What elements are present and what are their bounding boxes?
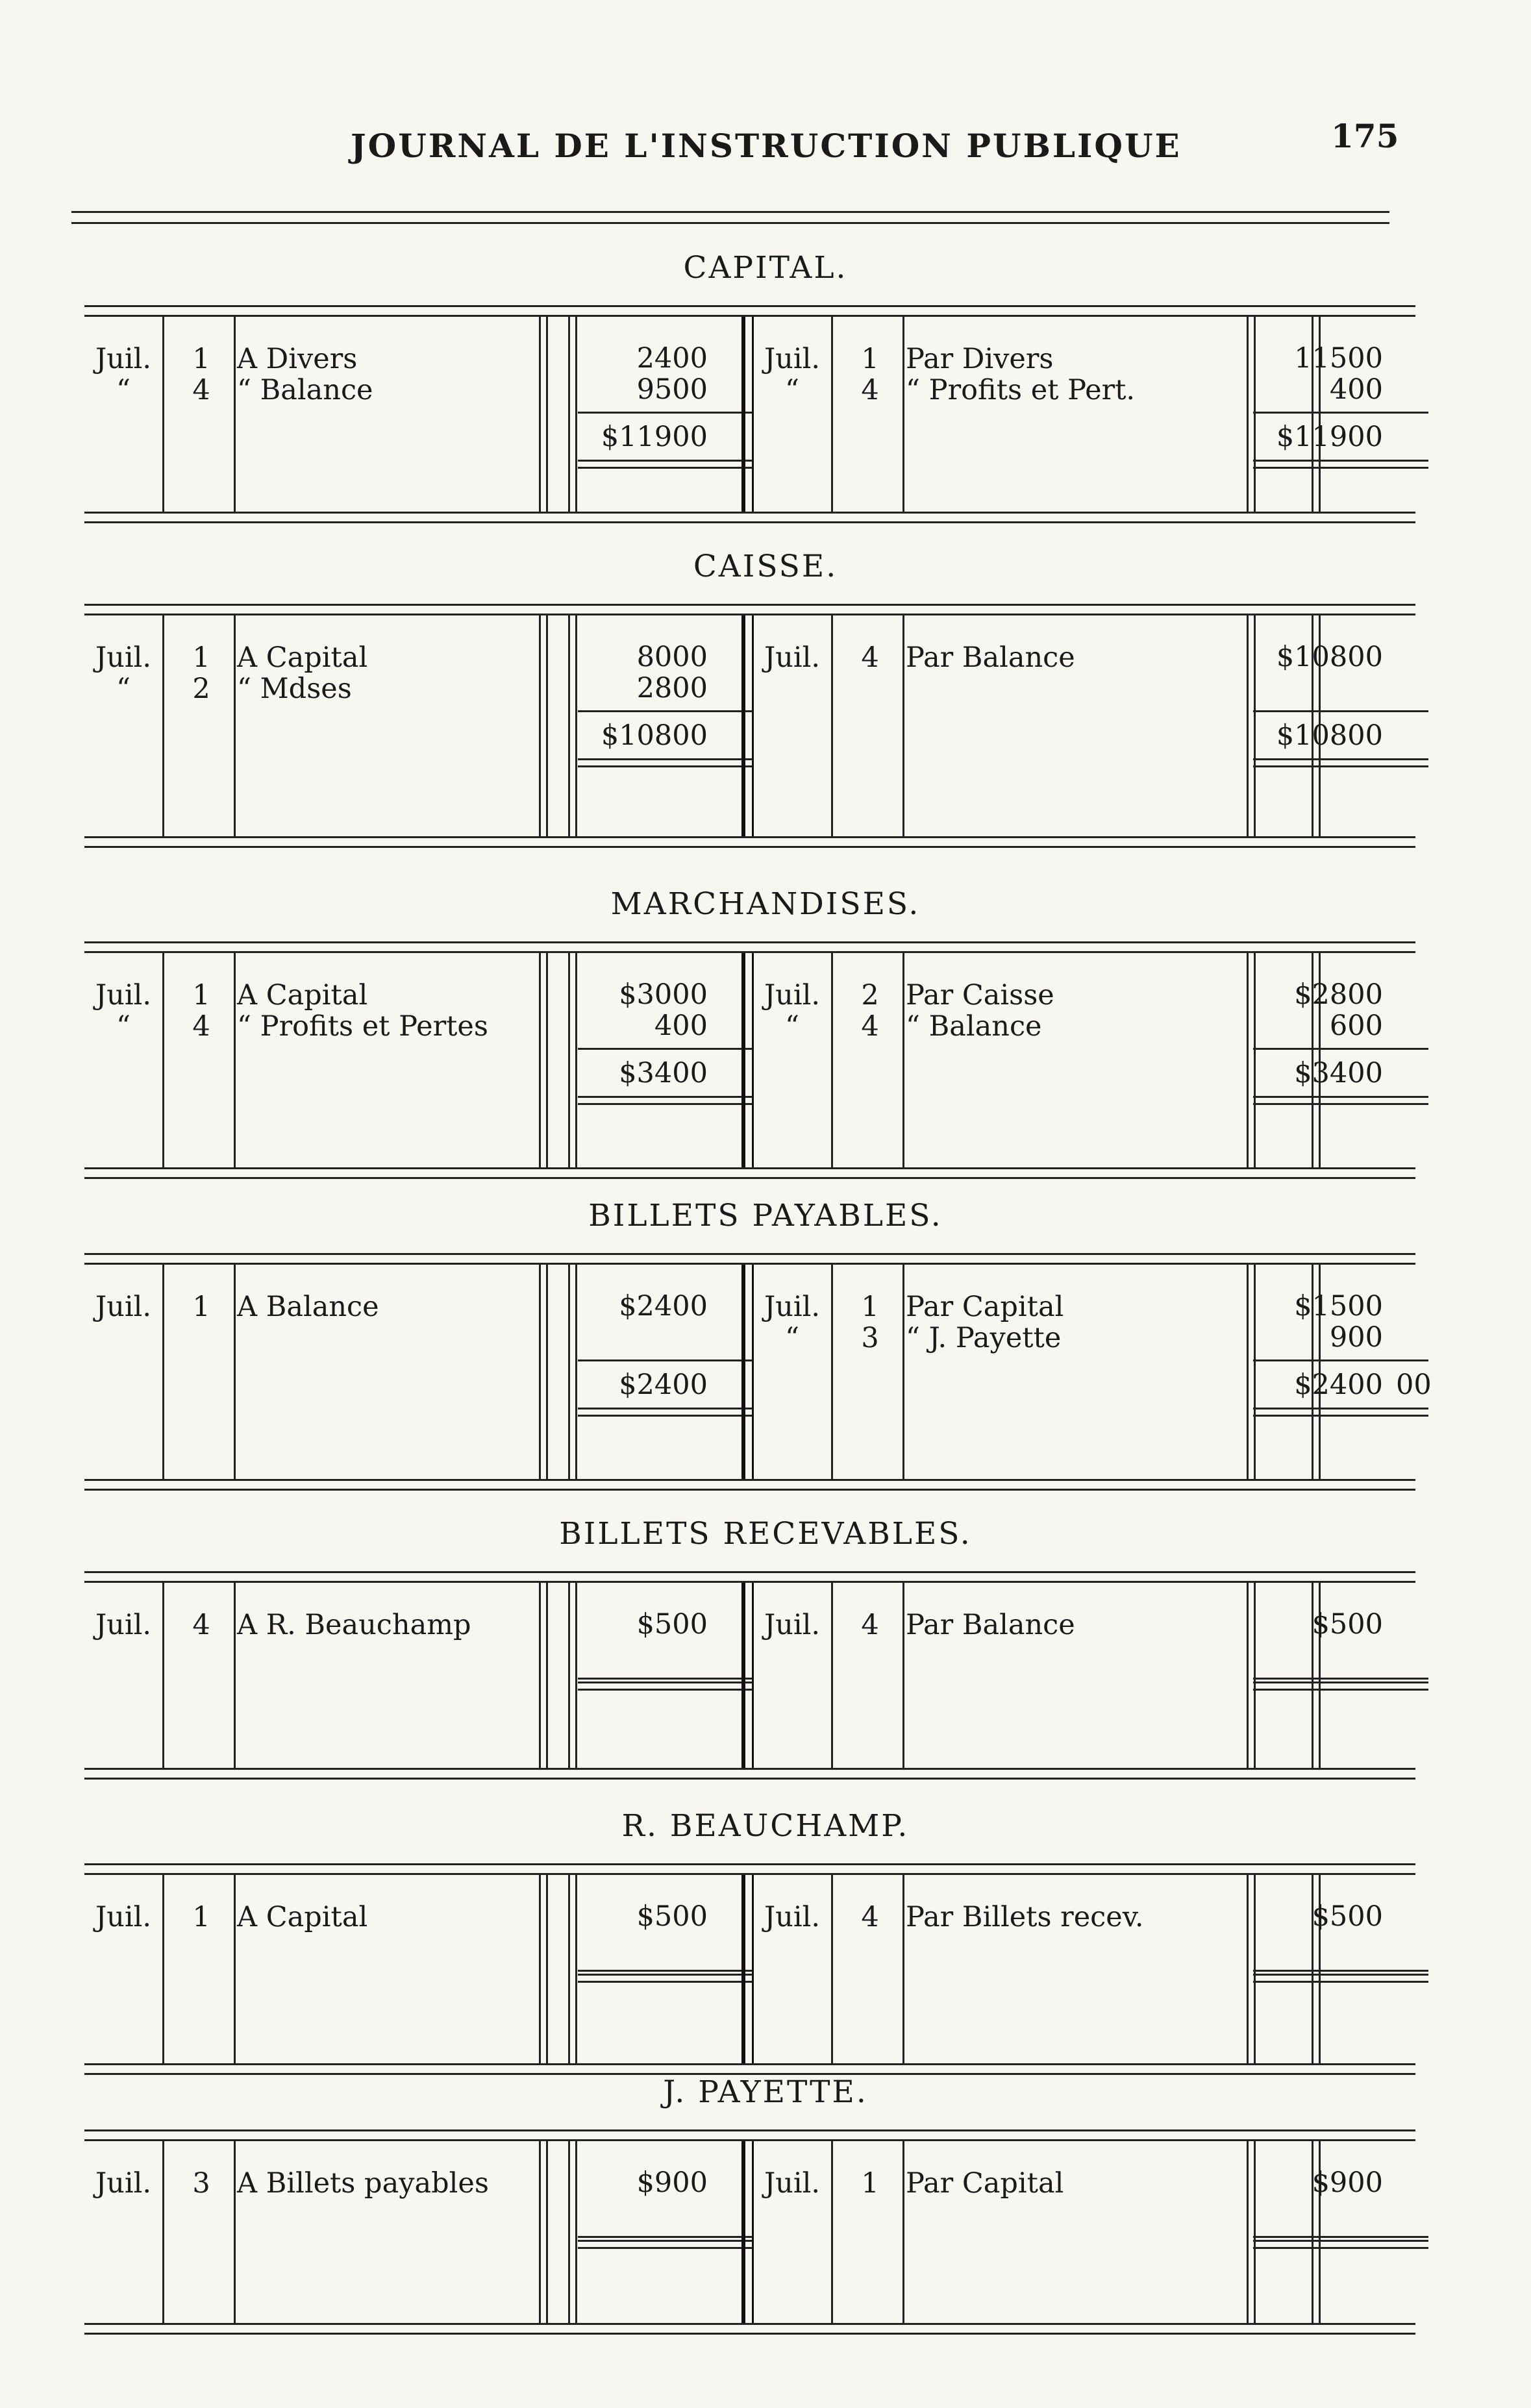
amount-column bbox=[1253, 343, 1383, 405]
total-rule bbox=[578, 1678, 753, 1680]
entry-month: “ bbox=[785, 374, 799, 406]
entry-description: A Capital bbox=[237, 979, 368, 1012]
entry-description: A Billets payables bbox=[237, 2167, 489, 2200]
total-rule bbox=[578, 2236, 753, 2238]
page-title: JOURNAL DE L'INSTRUCTION PUBLIQUE bbox=[351, 127, 1182, 165]
column-rule bbox=[234, 953, 236, 1167]
total-block bbox=[1253, 1359, 1432, 1401]
entry-day: 4 bbox=[861, 1609, 879, 1641]
total-rule bbox=[1253, 1678, 1428, 1680]
page-header bbox=[0, 0, 1531, 234]
total-block bbox=[1253, 1048, 1383, 1089]
total-double-rule bbox=[578, 460, 753, 469]
column-rule bbox=[902, 1265, 904, 1479]
center-divider bbox=[741, 1875, 754, 2063]
total-block bbox=[578, 1048, 708, 1089]
entry-description: “ Profits et Pertes bbox=[237, 1010, 488, 1043]
column-rule bbox=[234, 2141, 236, 2323]
ledger-table bbox=[84, 1581, 1415, 1770]
account-section bbox=[0, 2074, 1531, 2347]
entry-month: Juil. bbox=[95, 1901, 152, 1933]
column-rule bbox=[831, 2141, 833, 2323]
column-rule bbox=[831, 1265, 833, 1479]
entry-description: A Capital bbox=[237, 1901, 368, 1933]
entry-description: A Balance bbox=[237, 1291, 379, 1323]
ledger-table bbox=[84, 614, 1415, 838]
entry-day: 1 bbox=[192, 979, 210, 1012]
entry-amount: $500 bbox=[1312, 1900, 1383, 1933]
column-rule bbox=[162, 953, 164, 1167]
account-section bbox=[0, 549, 1531, 860]
total-rule bbox=[1253, 2236, 1428, 2238]
amount-column bbox=[578, 979, 708, 1041]
account-section bbox=[0, 1198, 1531, 1503]
entry-description: Par Capital bbox=[906, 2167, 1064, 2200]
account-section bbox=[0, 1516, 1531, 1792]
total-double-rule bbox=[1253, 758, 1428, 767]
entry-month: “ bbox=[785, 1322, 799, 1354]
amount-column bbox=[578, 641, 708, 704]
entry-description: Par Balance bbox=[906, 641, 1075, 674]
column-rule bbox=[234, 1265, 236, 1479]
ledger-table bbox=[84, 1263, 1432, 1481]
column-rule bbox=[162, 615, 164, 836]
credit-side bbox=[753, 615, 1415, 836]
account-total: $10800 bbox=[1276, 719, 1383, 752]
account-total: $2400 bbox=[619, 1369, 708, 1401]
entry-month: Juil. bbox=[95, 2167, 152, 2200]
page-number: 175 bbox=[1331, 117, 1399, 155]
ledger-table bbox=[84, 315, 1415, 514]
column-rule bbox=[162, 1265, 164, 1479]
column-rule bbox=[831, 1583, 833, 1768]
debit-side bbox=[84, 615, 740, 836]
entry-month: Juil. bbox=[95, 1609, 152, 1641]
entry-amount: 9500 bbox=[636, 373, 708, 406]
total-block bbox=[1253, 412, 1383, 453]
credit-side bbox=[753, 317, 1415, 512]
entry-description: Par Balance bbox=[906, 1609, 1075, 1641]
credit-side bbox=[753, 1265, 1432, 1479]
account-total: $11900 bbox=[1276, 421, 1383, 453]
total-double-rule bbox=[1253, 1096, 1428, 1105]
column-rule bbox=[162, 2141, 164, 2323]
entry-amount: 400 bbox=[1329, 373, 1383, 406]
center-divider bbox=[741, 317, 754, 512]
account-title: R. BEAUCHAMP. bbox=[621, 1808, 910, 1844]
entry-description: “ J. Payette bbox=[906, 1322, 1062, 1354]
debit-side bbox=[84, 2141, 740, 2323]
credit-side bbox=[753, 1875, 1415, 2063]
credit-side bbox=[753, 2141, 1415, 2323]
total-rule bbox=[578, 1048, 753, 1050]
account-title: J. PAYETTE. bbox=[663, 2074, 868, 2110]
entry-month: Juil. bbox=[764, 641, 821, 674]
amount-column bbox=[1253, 2167, 1383, 2198]
entry-amount: $900 bbox=[1312, 2166, 1383, 2199]
total-double-rule bbox=[578, 758, 753, 767]
total-double-rule bbox=[578, 1682, 753, 1691]
center-divider bbox=[741, 1583, 754, 1768]
entry-description: Par Billets recev. bbox=[906, 1901, 1144, 1933]
cents-value: 00 bbox=[1396, 1369, 1432, 1401]
amount-column bbox=[578, 1901, 708, 1932]
header-rule bbox=[71, 211, 1389, 224]
entry-description: A Divers bbox=[237, 343, 358, 375]
entry-month: “ bbox=[116, 673, 131, 705]
account-section bbox=[0, 1808, 1531, 2087]
total-rule bbox=[1253, 1048, 1428, 1050]
entry-month: “ bbox=[116, 1010, 131, 1043]
account-section bbox=[0, 886, 1531, 1191]
entry-amount: $10800 bbox=[1276, 641, 1383, 673]
total-rule bbox=[578, 1359, 753, 1361]
column-rule bbox=[902, 2141, 904, 2323]
entry-amount: $2400 bbox=[619, 1290, 708, 1322]
center-divider bbox=[741, 615, 754, 836]
entry-description: A R. Beauchamp bbox=[237, 1609, 471, 1641]
entry-day: 1 bbox=[192, 641, 210, 674]
ledger-table bbox=[84, 1873, 1415, 2065]
entry-amount: 8000 bbox=[636, 641, 708, 673]
column-rule bbox=[568, 317, 577, 512]
entry-month: Juil. bbox=[95, 343, 152, 375]
total-double-rule bbox=[578, 1096, 753, 1105]
amount-column bbox=[1253, 1901, 1383, 1932]
entry-month: “ bbox=[785, 1010, 799, 1043]
amount-column bbox=[1253, 1291, 1383, 1353]
column-rule bbox=[539, 317, 548, 512]
column-rule bbox=[162, 1875, 164, 2063]
column-rule bbox=[162, 317, 164, 512]
entry-day: 4 bbox=[192, 1609, 210, 1641]
entry-day: 1 bbox=[192, 1901, 210, 1933]
column-rule bbox=[539, 615, 548, 836]
entry-day: 4 bbox=[192, 1010, 210, 1043]
column-rule bbox=[568, 953, 577, 1167]
total-rule bbox=[1253, 1359, 1428, 1361]
entry-amount: $500 bbox=[636, 1900, 708, 1933]
total-double-rule bbox=[1253, 1974, 1428, 1983]
debit-side bbox=[84, 953, 740, 1167]
entry-month: Juil. bbox=[764, 979, 821, 1012]
entry-day: 4 bbox=[861, 1010, 879, 1043]
entry-month: Juil. bbox=[764, 343, 821, 375]
credit-side bbox=[753, 953, 1415, 1167]
entry-day: 4 bbox=[192, 374, 210, 406]
entry-amount: 900 bbox=[1329, 1321, 1383, 1354]
ledger-table bbox=[84, 951, 1415, 1169]
entry-amount: 2800 bbox=[636, 672, 708, 704]
entry-day: 3 bbox=[861, 1322, 879, 1354]
column-rule bbox=[539, 1265, 548, 1479]
entry-amount: 600 bbox=[1329, 1010, 1383, 1042]
entry-day: 1 bbox=[192, 1291, 210, 1323]
entry-month: Juil. bbox=[95, 1291, 152, 1323]
entry-month: Juil. bbox=[764, 2167, 821, 2200]
column-rule bbox=[568, 1583, 577, 1768]
debit-side bbox=[84, 317, 740, 512]
column-rule bbox=[539, 1583, 548, 1768]
column-rule bbox=[539, 2141, 548, 2323]
column-rule bbox=[234, 615, 236, 836]
total-double-rule bbox=[1253, 2240, 1428, 2249]
column-rule bbox=[539, 953, 548, 1167]
entry-month: Juil. bbox=[764, 1901, 821, 1933]
entry-amount: 11500 bbox=[1294, 342, 1383, 375]
center-divider bbox=[741, 953, 754, 1167]
amount-column bbox=[1253, 1609, 1383, 1640]
column-rule bbox=[568, 2141, 577, 2323]
amount-column bbox=[578, 343, 708, 405]
account-section bbox=[0, 250, 1531, 536]
entry-description: Par Caisse bbox=[906, 979, 1054, 1012]
amount-column bbox=[578, 1291, 708, 1322]
entry-month: Juil. bbox=[95, 641, 152, 674]
total-double-rule bbox=[1253, 1408, 1428, 1417]
debit-side bbox=[84, 1583, 740, 1768]
entry-description: “ Profits et Pert. bbox=[906, 374, 1136, 406]
total-double-rule bbox=[578, 2240, 753, 2249]
entry-amount: $3000 bbox=[619, 978, 708, 1011]
account-total: $3400 bbox=[1294, 1057, 1383, 1089]
entry-day: 1 bbox=[861, 343, 879, 375]
entry-description: “ Balance bbox=[906, 1010, 1042, 1043]
entry-amount: $900 bbox=[636, 2166, 708, 2199]
entry-description: “ Mdses bbox=[237, 673, 352, 705]
entry-day: 1 bbox=[861, 1291, 879, 1323]
total-double-rule bbox=[1253, 1682, 1428, 1691]
total-double-rule bbox=[578, 1408, 753, 1417]
total-block bbox=[1253, 710, 1383, 752]
account-title: BILLETS PAYABLES. bbox=[588, 1198, 943, 1234]
column-rule bbox=[234, 317, 236, 512]
center-divider bbox=[741, 1265, 754, 1479]
entry-amount: $500 bbox=[636, 1608, 708, 1641]
column-rule bbox=[568, 1265, 577, 1479]
account-title: CAISSE. bbox=[693, 549, 838, 584]
column-rule bbox=[831, 317, 833, 512]
entry-amount: 2400 bbox=[636, 342, 708, 375]
amount-column bbox=[1253, 979, 1383, 1041]
entry-day: 3 bbox=[192, 2167, 210, 2200]
credit-side bbox=[753, 1583, 1415, 1768]
account-title: CAPITAL. bbox=[683, 250, 848, 286]
entry-amount: $2800 bbox=[1294, 978, 1383, 1011]
column-rule bbox=[902, 1875, 904, 2063]
account-total: $11900 bbox=[601, 421, 708, 453]
total-rule bbox=[578, 710, 753, 712]
column-rule bbox=[234, 1875, 236, 2063]
column-rule bbox=[234, 1583, 236, 1768]
total-block bbox=[578, 412, 708, 453]
column-rule bbox=[902, 317, 904, 512]
center-divider bbox=[741, 2141, 754, 2323]
column-rule bbox=[902, 615, 904, 836]
column-rule bbox=[831, 953, 833, 1167]
column-rule bbox=[568, 615, 577, 836]
account-total: $3400 bbox=[619, 1057, 708, 1089]
entry-description: “ Balance bbox=[237, 374, 373, 406]
account-total: $2400 bbox=[1294, 1369, 1383, 1401]
account-title: BILLETS RECEVABLES. bbox=[559, 1516, 972, 1552]
entry-day: 2 bbox=[861, 979, 879, 1012]
entry-day: 2 bbox=[192, 673, 210, 705]
total-rule bbox=[1253, 710, 1428, 712]
amount-column bbox=[1253, 641, 1383, 673]
debit-side bbox=[84, 1875, 740, 2063]
entry-month: Juil. bbox=[764, 1609, 821, 1641]
entry-month: “ bbox=[116, 374, 131, 406]
total-block bbox=[578, 1359, 708, 1401]
total-rule bbox=[578, 1970, 753, 1972]
column-rule bbox=[162, 1583, 164, 1768]
total-block bbox=[578, 710, 708, 752]
total-rule bbox=[1253, 412, 1428, 414]
account-total: $10800 bbox=[601, 719, 708, 752]
entry-day: 4 bbox=[861, 1901, 879, 1933]
entry-month: Juil. bbox=[764, 1291, 821, 1323]
column-rule bbox=[831, 1875, 833, 2063]
entry-amount: $1500 bbox=[1294, 1290, 1383, 1322]
entry-amount: 400 bbox=[654, 1010, 708, 1042]
column-rule bbox=[902, 953, 904, 1167]
column-rule bbox=[539, 1875, 548, 2063]
total-double-rule bbox=[1253, 460, 1428, 469]
entry-description: Par Divers bbox=[906, 343, 1054, 375]
ledger-table bbox=[84, 2139, 1415, 2325]
entry-amount: $500 bbox=[1312, 1608, 1383, 1641]
debit-side bbox=[84, 1265, 740, 1479]
total-double-rule bbox=[578, 1974, 753, 1983]
entry-description: Par Capital bbox=[906, 1291, 1064, 1323]
amount-column bbox=[578, 1609, 708, 1640]
entry-day: 1 bbox=[192, 343, 210, 375]
entry-day: 4 bbox=[861, 641, 879, 674]
column-rule bbox=[902, 1583, 904, 1768]
account-title: MARCHANDISES. bbox=[610, 886, 921, 922]
total-rule bbox=[1253, 1970, 1428, 1972]
entry-day: 4 bbox=[861, 374, 879, 406]
entry-description: A Capital bbox=[237, 641, 368, 674]
amount-column bbox=[578, 2167, 708, 2198]
entry-month: Juil. bbox=[95, 979, 152, 1012]
column-rule bbox=[831, 615, 833, 836]
entry-day: 1 bbox=[861, 2167, 879, 2200]
total-rule bbox=[578, 412, 753, 414]
column-rule bbox=[568, 1875, 577, 2063]
